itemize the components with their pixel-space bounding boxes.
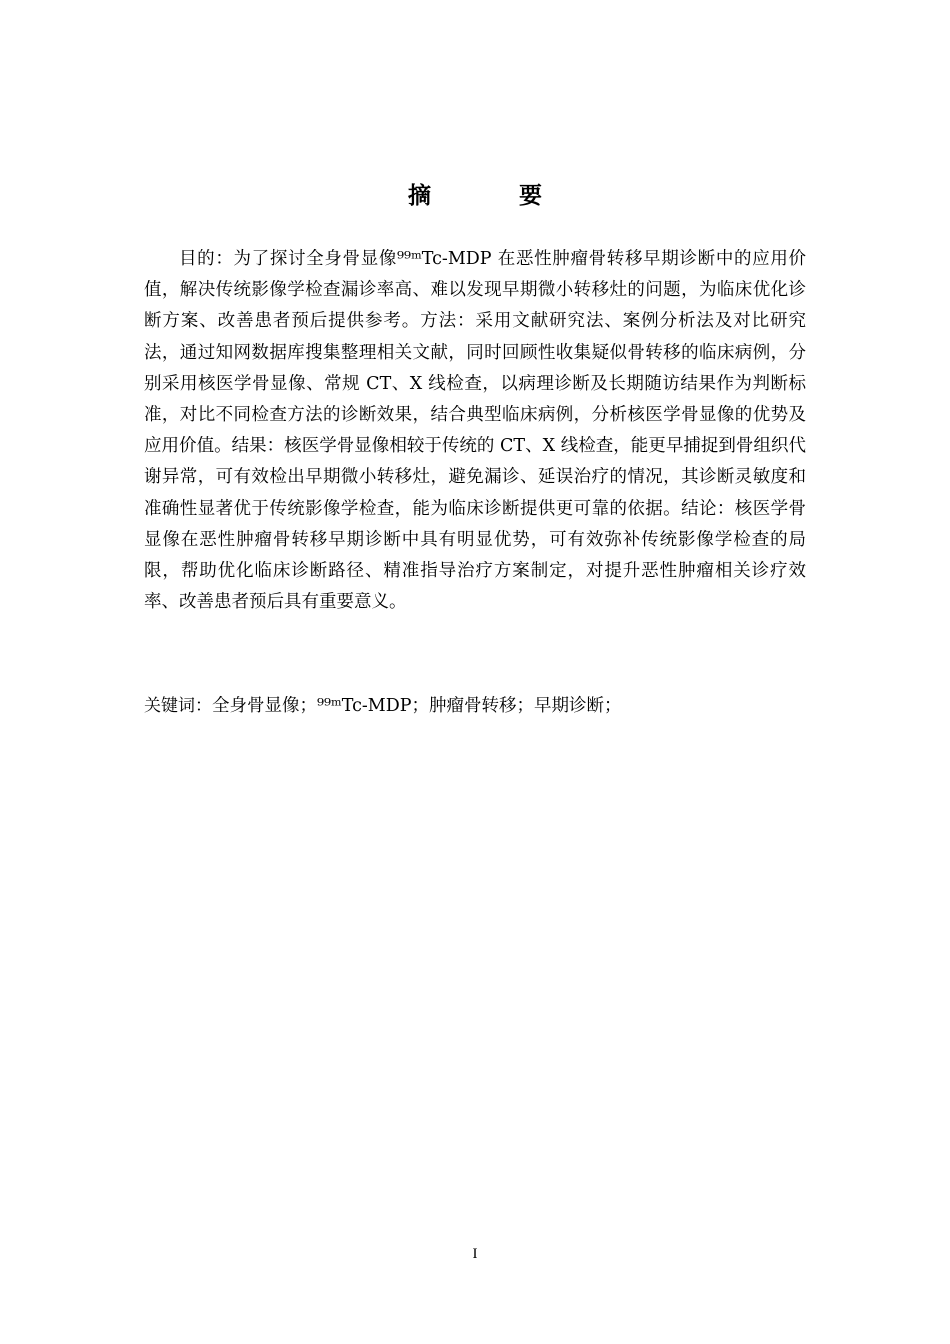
keywords-text: 全身骨显像；⁹⁹ᵐTc-MDP；肿瘤骨转移；早期诊断； bbox=[212, 696, 622, 716]
page-number: I bbox=[472, 1246, 478, 1262]
abstract-body: 目的：为了探讨全身骨显像⁹⁹ᵐTc-MDP 在恶性肿瘤骨转移早期诊断中的应用价值，解决传统影像学检查漏诊率高、难以发现早期微小转移灶的问题，为临床优化诊断方案、改善患者预后提供参考。方法：采用文献研究法、案例分析法及对比研究法，通过知网数据库搜集整理相关文献，同时回顾性收集疑似骨转移的临床病例，分别采用核医学骨显像、常规 CT、X 线检查，以病理诊断及长期随访结果作为判断标准，对比不同检查方法的诊断效果，结合典型临床病例，分析核医学骨显像的优势及应用价值。结果：核医学骨显像相较于传统的 CT、X 线检查，能更早捕捉到骨组织代谢异常，可有效检出早期微小转移灶，避免漏诊、延误治疗的情况，其诊断灵敏度和准确性显著优于传统影像学检查，能为临床诊断提供更可靠的依据。结论：核医学骨显像在恶性肿瘤骨转移早期诊断中具有明显优势，可有效弥补传统影像学检查的局限，帮助优化临床诊断路径、精准指导治疗方案制定，对提升恶性肿瘤相关诊疗效率、改善患者预后具有重要意义。 bbox=[144, 249, 806, 613]
keywords-label: 关键词： bbox=[144, 696, 212, 716]
keywords-line bbox=[144, 692, 806, 720]
abstract-title: 摘 要 bbox=[407, 183, 582, 209]
